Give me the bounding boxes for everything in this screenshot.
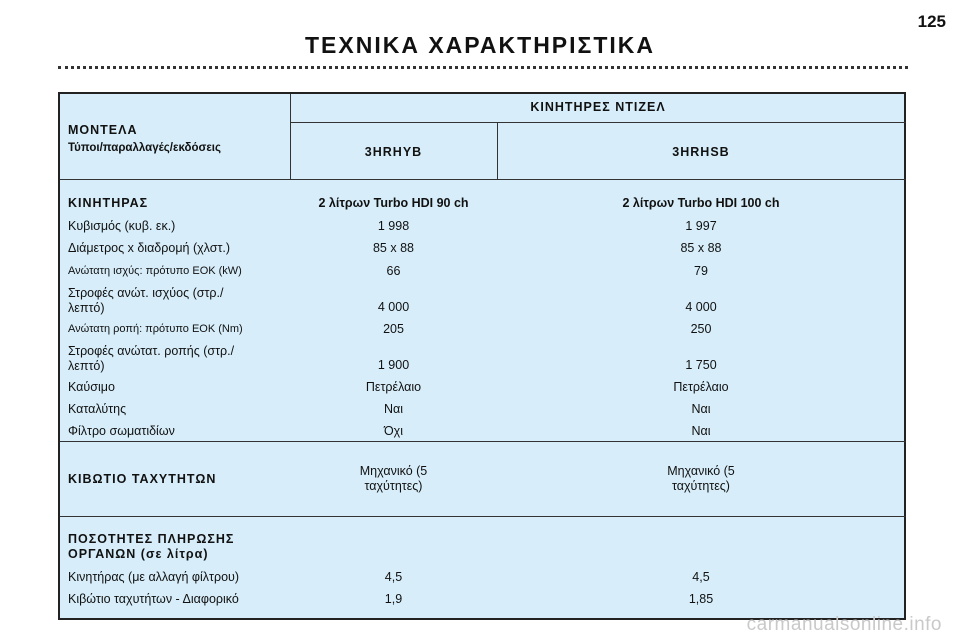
model-a-header: 3HRHYB: [364, 145, 423, 159]
engine-section-title: ΚΙΝΗΤΗΡΑΣ: [68, 196, 149, 210]
row-label-displacement: Κυβισμός (κυβ. εκ.): [68, 219, 176, 233]
row-a-catalyst: Ναι: [383, 402, 404, 416]
row-b-engine-oil: 4,5: [692, 570, 710, 584]
divider-engine: [60, 441, 906, 442]
row-label-bore-stroke: Διάμετρος x διαδρομή (χλστ.): [68, 241, 231, 255]
row-a-max-power: 66: [386, 264, 401, 278]
row-b-bore-stroke: 85 x 88: [680, 241, 722, 255]
divider-group-header: [290, 122, 906, 123]
gearbox-section-title: ΚΙΒΩΤΙΟ ΤΑΧΥΤΗΤΩΝ: [68, 472, 217, 486]
row-a-gearbox-oil: 1,9: [384, 592, 403, 606]
row-label-fuel: Καύσιμο: [68, 380, 115, 394]
row-label-max-power: Ανώτατη ισχύς: πρότυπο ΕΟΚ (kW): [68, 265, 242, 277]
row-label-max-torque: Ανώτατη ροπή: πρότυπο ΕΟΚ (Nm): [68, 323, 243, 335]
row-a-fuel: Πετρέλαιο: [365, 380, 422, 394]
row-b-fuel: Πετρέλαιο: [673, 380, 729, 394]
row-label-gearbox-oil: Κιβώτιο ταχυτήτων - Διαφορικό: [68, 592, 239, 606]
page-number: 125: [917, 12, 946, 31]
row-b-gearbox-oil: 1,85: [688, 592, 714, 606]
row-a-max-torque: 205: [383, 322, 404, 336]
row-a-torque-rpm: 1 900: [377, 358, 410, 372]
gearbox-b: Μηχανικό (5 ταχύτητες): [667, 464, 735, 493]
row-b-displacement: 1 997: [685, 219, 717, 233]
fluids-section-title: ΠΟΣΟΤΗΤΕΣ ΠΛΗΡΩΣΗΣ ΟΡΓΑΝΩΝ (σε λίτρα): [68, 532, 235, 561]
watermark: carmanualsonline.info: [746, 614, 942, 635]
row-b-max-power: 79: [694, 264, 708, 278]
engines-group-header: ΚΙΝΗΤΗΡΕΣ ΝΤΙΖΕΛ: [530, 100, 666, 114]
row-a-power-rpm: 4 000: [377, 300, 410, 314]
model-b-header: 3HRHSB: [672, 145, 730, 159]
page-title: ΤΕΧΝΙΚΑ ΧΑΡΑΚΤΗΡΙΣΤΙΚΑ: [305, 32, 655, 58]
row-label-torque-rpm: Στροφές ανώτατ. ροπής (στρ./λεπτό): [68, 344, 235, 373]
row-b-catalyst: Ναι: [691, 402, 711, 416]
row-label-engine-oil: Κινητήρας (με αλλαγή φίλτρου): [68, 570, 240, 584]
row-a-displacement: 1 998: [377, 219, 410, 233]
models-sub-label: Τύποι/παραλλαγές/εκδόσεις: [68, 142, 221, 154]
gearbox-a: Μηχανικό (5 ταχύτητες): [359, 464, 428, 493]
row-b-max-torque: 250: [690, 322, 712, 336]
spec-table: [58, 92, 906, 620]
row-label-catalyst: Καταλύτης: [68, 402, 127, 416]
row-a-engine-oil: 4,5: [384, 570, 403, 584]
row-a-particle-filter: Όχι: [383, 424, 404, 438]
models-label: ΜΟΝΤΕΛΑ: [68, 123, 138, 137]
divider-gearbox: [60, 516, 906, 517]
row-a-bore-stroke: 85 x 88: [372, 241, 414, 255]
row-b-power-rpm: 4 000: [685, 300, 717, 314]
title-divider: [58, 66, 908, 69]
row-b-particle-filter: Ναι: [691, 424, 711, 438]
row-b-torque-rpm: 1 750: [685, 358, 717, 372]
row-label-particle-filter: Φίλτρο σωματιδίων: [68, 424, 175, 438]
engine-a-name: 2 λίτρων Turbo HDI 90 ch: [318, 196, 469, 210]
divider-header: [60, 179, 906, 180]
row-label-power-rpm: Στροφές ανώτ. ισχύος (στρ./λεπτό): [68, 286, 224, 315]
engine-b-name: 2 λίτρων Turbo HDI 100 ch: [622, 196, 780, 210]
